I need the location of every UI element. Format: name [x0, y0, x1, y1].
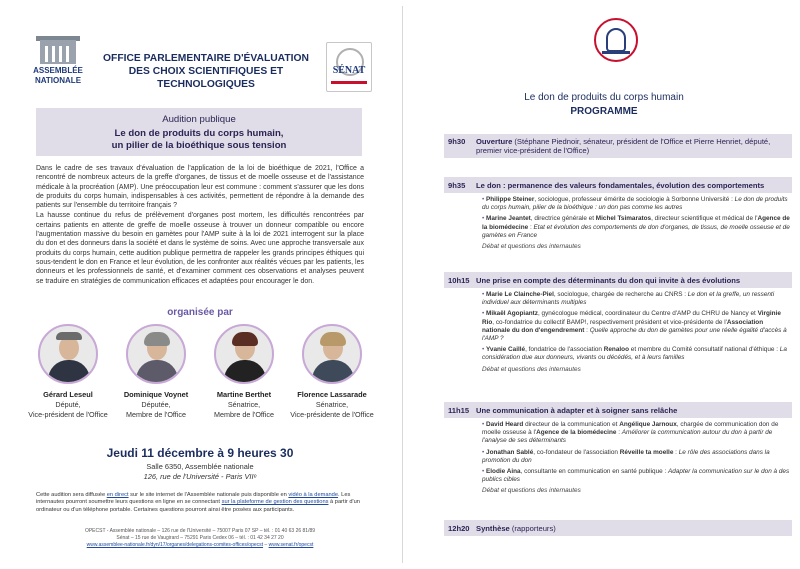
broadcast-note: Cette audition sera diffusée en direct sur le site internet de l'Assemblée nationale puis disponible en vidéo à la demande. Les internautes pourront soumettre leurs questions en ligne en se connectant sur la plateforme de gestion des questions à partir d'un ordinateur ou d'un téléphone portable. Certaines questions pourront ainsi être posées aux participants.: [36, 492, 360, 513]
speaker-item: • David Heard directeur de la communication et Angélique Jarnoux, chargée de communication don de moelle osseuse à l'Agence de la biomédecine : Améliorer la communication autour du don à partir de l'analyse de ses déterminants: [482, 421, 779, 445]
slot-time: 10h15: [448, 275, 470, 285]
programme-subject: Le don de produits du corps humain: [524, 92, 684, 103]
slot-time: 11h15: [448, 405, 470, 415]
slot-title: Synthèse: [476, 523, 510, 533]
avatar: [214, 324, 274, 384]
page-divider: [402, 6, 403, 563]
intro-text: [36, 164, 364, 286]
audition-title: Le don de produits du corps humain, un pilier de la bioéthique sous tension: [111, 128, 287, 151]
organiser-card: Gérard Leseul Député, Vice-président de l'Office: [26, 324, 110, 419]
questions-platform-link[interactable]: sur la plateforme de gestion des questions: [221, 499, 329, 506]
live-link[interactable]: en direct: [106, 492, 129, 498]
slot-title: Une communication à adapter et à soigner sans relâche: [476, 405, 678, 415]
contact-footer: OPECST - Assemblée nationale – 126 rue de l'Université – 75007 Paris 07 SP – tél. : 01 40 63 26 81/89 Sénat – 15 rue de Vaugirard – 75291 Paris Cedex 06 – tél. : 01 42 34 27 20 www.assemblee-nationale.fr/dyn/17/organes/delegations-comites-offices/opecst – www.senat.fr/opecst: [84, 528, 316, 548]
slot-time: 9h35: [448, 180, 466, 190]
organiser-card: Florence Lassarade Sénatrice, Vice-présidente de l'Office: [290, 324, 374, 419]
programme-slot: [444, 402, 792, 496]
speaker-item: • Marine Jeantet, directrice générale et Michel Tsimaratos, directeur scientifique et médical de l'Agence de la biomédecine : Etat et évolution des comportements de don d'organes, de tissus, de moelle osseuse et de gamètes en France: [482, 215, 790, 239]
speaker-item: • Philippe Steiner, sociologue, professeur émérite de sociologie à Sorbonne Université : Le don de produits du corps humain, pilier de la bioéthique : un don pas comme les autres: [482, 196, 788, 212]
slot-title: Une prise en compte des déterminants du don qui invite à des évolutions: [476, 275, 741, 285]
audition-kind: Audition publique: [162, 114, 236, 125]
intro-paragraph: Dans le cadre de ses travaux d'évaluation de l'application de la loi de bioéthique de 2021, l'Office a rencontré de nombreux acteurs de la greffe d'organes, de tissus et de moelle osseuse et de l'assistance médicale à la procréation (AMP). Une préoccupation leur est commune : comment s'assurer que les dons de produits du corps humain, indispensables à ces activités, permettent de répondre à la demande des patients sur l'ensemble du territoire français ?: [36, 165, 364, 210]
organised-by-heading: organisée par: [167, 307, 233, 318]
slot-time: 12h20: [448, 523, 470, 533]
event-room: Salle 6350, Assemblée nationale: [146, 462, 254, 471]
programme-heading: PROGRAMME: [570, 106, 638, 117]
programme-slot: [444, 177, 792, 251]
slot-time: 9h30: [448, 137, 466, 146]
avatar: [38, 324, 98, 384]
speaker-item: • Elodie Aina, consultante en communication en santé publique : Adapter la communication sur le don à des publics cibles: [482, 468, 790, 484]
intro-paragraph: La hausse continue du refus de prélèvement d'organes post mortem, les difficultés rencontrées par certains patients en attente de greffe de moelle osseuse à trouver un donneur compatible ou encore l'augmentation massive du besoin en gamètes pour l'AMP suite à la loi de 2021 interrogent sur la place du don et des donneurs dans la société et dans le système de soins. Avec une approche transversale aux produits du corps humain, cette audition publique permettra de rappeler les grands principes éthiques qui sous-tendent le don en France et leur évolution, de les confronter aux réalités vécues par les patients, les donneurs et les professionnels de santé, et d'examiner comment ces observations et analyses peuvent se traduire en stratégies de communication efficaces et adaptées pour encourager le don.: [36, 212, 364, 285]
speaker-item: • Mikaël Agopiantz, gynécologue médical, coordinateur du Centre d'AMP du CHRU de Nancy et Virginie Rio, co-fondatrice du collectif BAMP!, respectivement président et vice-présidente de l'Association nationale du don d'engendrement : Quelle approche du don de gamètes pour une réelle égalité d'accès à l'AMP ?: [482, 310, 787, 343]
opecst-senat-link[interactable]: www.senat.fr/opecst: [268, 542, 314, 548]
programme-slot: 12h20 Synthèse (rapporteurs): [444, 520, 792, 536]
microscope-logo-icon: [594, 18, 638, 62]
organiser-card: Dominique Voynet Députée, Membre de l'Office: [114, 324, 198, 419]
speaker-item: • Yvanie Caillé, fondatrice de l'association Renaloo et membre du Comité consultatif national d'éthique : La considération due aux donneurs, vivants ou décédés, et à leurs familles: [482, 346, 787, 362]
office-title: OFFICE PARLEMENTAIRE D'ÉVALUATION DES CHOIX SCIENTIFIQUES ET TECHNOLOGIQUES: [103, 53, 309, 90]
audition-banner: [36, 108, 362, 156]
programme-slot: 9h30 Ouverture (Stéphane Piednoir, sénateur, président de l'Office et Pierre Henriet, député, premier vice-président de l'Office): [444, 134, 792, 158]
debate-line: Débat et questions des internautes: [482, 487, 581, 495]
speaker-item: • Marie Le Clainche-Piel, sociologue, chargée de recherche au CNRS : Le don et la greffe, un ressenti individuel aux déterminants multiples: [482, 291, 775, 307]
slot-title: Le don : permanence des valeurs fondamentales, évolution des comportements: [476, 180, 765, 190]
speaker-item: • Jonathan Sablé, co-fondateur de l'association Réveille ta moelle : Le rôle des associations dans la promotion du don: [482, 448, 770, 464]
programme-page: [408, 0, 800, 569]
avatar: [126, 324, 186, 384]
debate-line: Débat et questions des internautes: [482, 243, 581, 251]
event-address: 126, rue de l'Université - Paris VIIᵉ: [143, 472, 257, 481]
debate-line: Débat et questions des internautes: [482, 365, 581, 373]
opecst-an-link[interactable]: www.assemblee-nationale.fr/dyn/17/organes/delegations-comites-offices/opecst: [86, 542, 264, 548]
assemblee-nationale-logo: ASSEMBLÉE NATIONALE: [30, 36, 86, 88]
organiser-card: Martine Berthet Sénatrice, Membre de l'Office: [202, 324, 286, 419]
avatar: [302, 324, 362, 384]
event-date: Jeudi 11 décembre à 9 heures 30: [106, 446, 294, 460]
senat-logo: SÉNAT: [326, 42, 372, 92]
vod-link[interactable]: vidéo à la demande: [288, 492, 339, 498]
programme-slot: [444, 272, 792, 374]
